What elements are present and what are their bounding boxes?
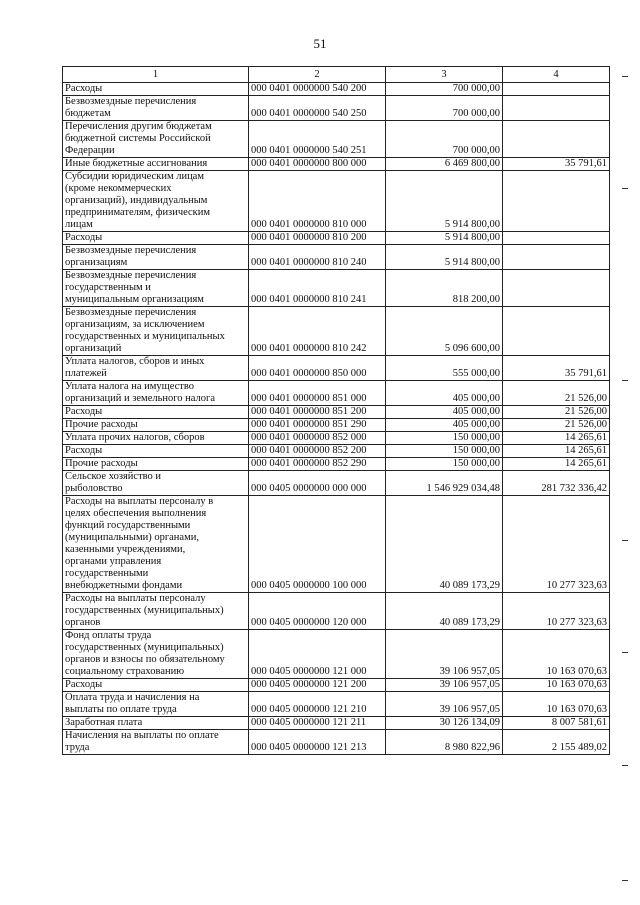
row-name-cell: Расходы [63,232,249,245]
scan-edge-mark [622,652,628,653]
table-row [63,232,610,245]
table-row [63,593,610,630]
row-name-cell: Безвозмездные перечисления государственным и муниципальным организациям [63,270,249,307]
column-header-3: 3 [386,67,503,83]
table-row [63,158,610,171]
table-row [63,471,610,496]
row-name-cell: Уплата прочих налогов, сборов [63,432,249,445]
row-amount-col3: 700 000,00 [386,83,503,96]
row-name-cell: Фонд оплаты труда государственных (муниципальных) органов и взносы по обязательному социальному страхованию [63,630,249,679]
table-row [63,730,610,755]
row-name-cell: Безвозмездные перечисления бюджетам [63,96,249,121]
row-name-cell: Иные бюджетные ассигнования [63,158,249,171]
row-name-cell: Перечисления другим бюджетам бюджетной системы Российской Федерации [63,121,249,158]
row-code-cell: 000 0401 0000000 851 000 [249,381,386,406]
row-amount-col3: 555 000,00 [386,356,503,381]
row-code-cell: 000 0401 0000000 850 000 [249,356,386,381]
row-amount-col3: 405 000,00 [386,419,503,432]
row-name-cell: Расходы [63,406,249,419]
row-code-cell: 000 0401 0000000 800 000 [249,158,386,171]
row-amount-col3: 39 106 957,05 [386,630,503,679]
row-code-cell: 000 0401 0000000 810 000 [249,171,386,232]
row-amount-col4 [503,245,610,270]
scan-edge-mark [622,76,628,77]
row-amount-col3: 405 000,00 [386,381,503,406]
row-amount-col4 [503,121,610,158]
scan-edge-mark [622,540,628,541]
scan-edge-mark [622,765,628,766]
table-row [63,406,610,419]
row-amount-col3: 5 096 600,00 [386,307,503,356]
row-code-cell: 000 0405 0000000 121 210 [249,692,386,717]
table-row [63,692,610,717]
row-amount-col4: 21 526,00 [503,381,610,406]
row-amount-col4: 14 265,61 [503,432,610,445]
row-name-cell: Расходы [63,679,249,692]
row-amount-col3: 150 000,00 [386,432,503,445]
row-name-cell: Расходы [63,83,249,96]
row-amount-col3: 8 980 822,96 [386,730,503,755]
row-code-cell: 000 0401 0000000 540 200 [249,83,386,96]
row-code-cell: 000 0405 0000000 121 000 [249,630,386,679]
row-amount-col4 [503,83,610,96]
row-amount-col3: 1 546 929 034,48 [386,471,503,496]
row-amount-col4 [503,171,610,232]
row-name-cell: Прочие расходы [63,419,249,432]
row-amount-col3: 5 914 800,00 [386,171,503,232]
table-row [63,679,610,692]
row-name-cell: Безвозмездные перечисления организациям, за исключением государственных и муниципальных организаций [63,307,249,356]
page-number: 51 [313,36,327,51]
row-amount-col4 [503,232,610,245]
row-code-cell: 000 0401 0000000 851 290 [249,419,386,432]
row-amount-col4: 14 265,61 [503,458,610,471]
row-code-cell: 000 0401 0000000 852 200 [249,445,386,458]
row-amount-col4: 10 163 070,63 [503,679,610,692]
row-code-cell: 000 0405 0000000 121 213 [249,730,386,755]
table-row [63,717,610,730]
row-amount-col3: 40 089 173,29 [386,593,503,630]
column-header-1: 1 [63,67,249,83]
table-row [63,96,610,121]
budget-table [62,66,610,755]
row-code-cell: 000 0405 0000000 100 000 [249,496,386,593]
row-amount-col4 [503,307,610,356]
row-code-cell: 000 0401 0000000 540 250 [249,96,386,121]
row-amount-col3: 39 106 957,05 [386,692,503,717]
row-amount-col4: 10 163 070,63 [503,630,610,679]
row-code-cell: 000 0401 0000000 540 251 [249,121,386,158]
table-row [63,419,610,432]
row-amount-col3: 405 000,00 [386,406,503,419]
row-name-cell: Уплата налогов, сборов и иных платежей [63,356,249,381]
row-name-cell: Субсидии юридическим лицам (кроме некоммерческих организаций), индивидуальным предпринимателям, физическим лицам [63,171,249,232]
row-amount-col4: 10 163 070,63 [503,692,610,717]
table-row [63,432,610,445]
row-amount-col3: 5 914 800,00 [386,245,503,270]
row-amount-col3: 40 089 173,29 [386,496,503,593]
row-amount-col4: 2 155 489,02 [503,730,610,755]
row-amount-col4: 35 791,61 [503,158,610,171]
row-name-cell: Оплата труда и начисления на выплаты по оплате труда [63,692,249,717]
row-amount-col4: 21 526,00 [503,406,610,419]
row-code-cell: 000 0401 0000000 810 242 [249,307,386,356]
row-name-cell: Расходы [63,445,249,458]
row-amount-col3: 6 469 800,00 [386,158,503,171]
table-row [63,83,610,96]
scan-edge-mark [622,380,628,381]
table-row [63,307,610,356]
row-code-cell: 000 0401 0000000 851 200 [249,406,386,419]
column-header-4: 4 [503,67,610,83]
row-amount-col3: 150 000,00 [386,445,503,458]
row-amount-col4: 35 791,61 [503,356,610,381]
row-amount-col4: 14 265,61 [503,445,610,458]
row-amount-col3: 700 000,00 [386,121,503,158]
scan-edge-mark [622,880,628,881]
row-code-cell: 000 0405 0000000 121 200 [249,679,386,692]
row-code-cell: 000 0401 0000000 810 241 [249,270,386,307]
table-row [63,381,610,406]
row-name-cell: Прочие расходы [63,458,249,471]
table-row [63,496,610,593]
row-name-cell: Расходы на выплаты персоналу в целях обеспечения выполнения функций государственными (муниципальными) органами, казенными учреждениями, органами управления государственными внебюджетными фондами [63,496,249,593]
row-amount-col3: 30 126 134,09 [386,717,503,730]
row-amount-col4: 8 007 581,61 [503,717,610,730]
row-amount-col3: 818 200,00 [386,270,503,307]
row-name-cell: Расходы на выплаты персоналу государственных (муниципальных) органов [63,593,249,630]
table-row [63,245,610,270]
row-amount-col4: 21 526,00 [503,419,610,432]
table-row [63,171,610,232]
table-row [63,445,610,458]
row-code-cell: 000 0401 0000000 852 290 [249,458,386,471]
table-row [63,356,610,381]
row-amount-col4: 10 277 323,63 [503,496,610,593]
row-code-cell: 000 0405 0000000 121 211 [249,717,386,730]
row-amount-col4: 10 277 323,63 [503,593,610,630]
row-name-cell: Безвозмездные перечисления организациям [63,245,249,270]
row-amount-col4 [503,96,610,121]
row-amount-col3: 150 000,00 [386,458,503,471]
table-header-row [63,67,610,83]
table-row [63,630,610,679]
row-amount-col4: 281 732 336,42 [503,471,610,496]
column-header-2: 2 [249,67,386,83]
row-name-cell: Уплата налога на имущество организаций и земельного налога [63,381,249,406]
row-amount-col3: 39 106 957,05 [386,679,503,692]
row-amount-col3: 700 000,00 [386,96,503,121]
row-name-cell: Начисления на выплаты по оплате труда [63,730,249,755]
row-amount-col4 [503,270,610,307]
row-name-cell: Заработная плата [63,717,249,730]
scan-edge-mark [622,188,628,189]
row-code-cell: 000 0405 0000000 000 000 [249,471,386,496]
row-code-cell: 000 0401 0000000 852 000 [249,432,386,445]
table-row [63,121,610,158]
table-body [63,83,610,755]
table-row [63,270,610,307]
row-code-cell: 000 0401 0000000 810 240 [249,245,386,270]
row-name-cell: Сельское хозяйство и рыболовство [63,471,249,496]
row-amount-col3: 5 914 800,00 [386,232,503,245]
table-row [63,458,610,471]
row-code-cell: 000 0405 0000000 120 000 [249,593,386,630]
row-code-cell: 000 0401 0000000 810 200 [249,232,386,245]
